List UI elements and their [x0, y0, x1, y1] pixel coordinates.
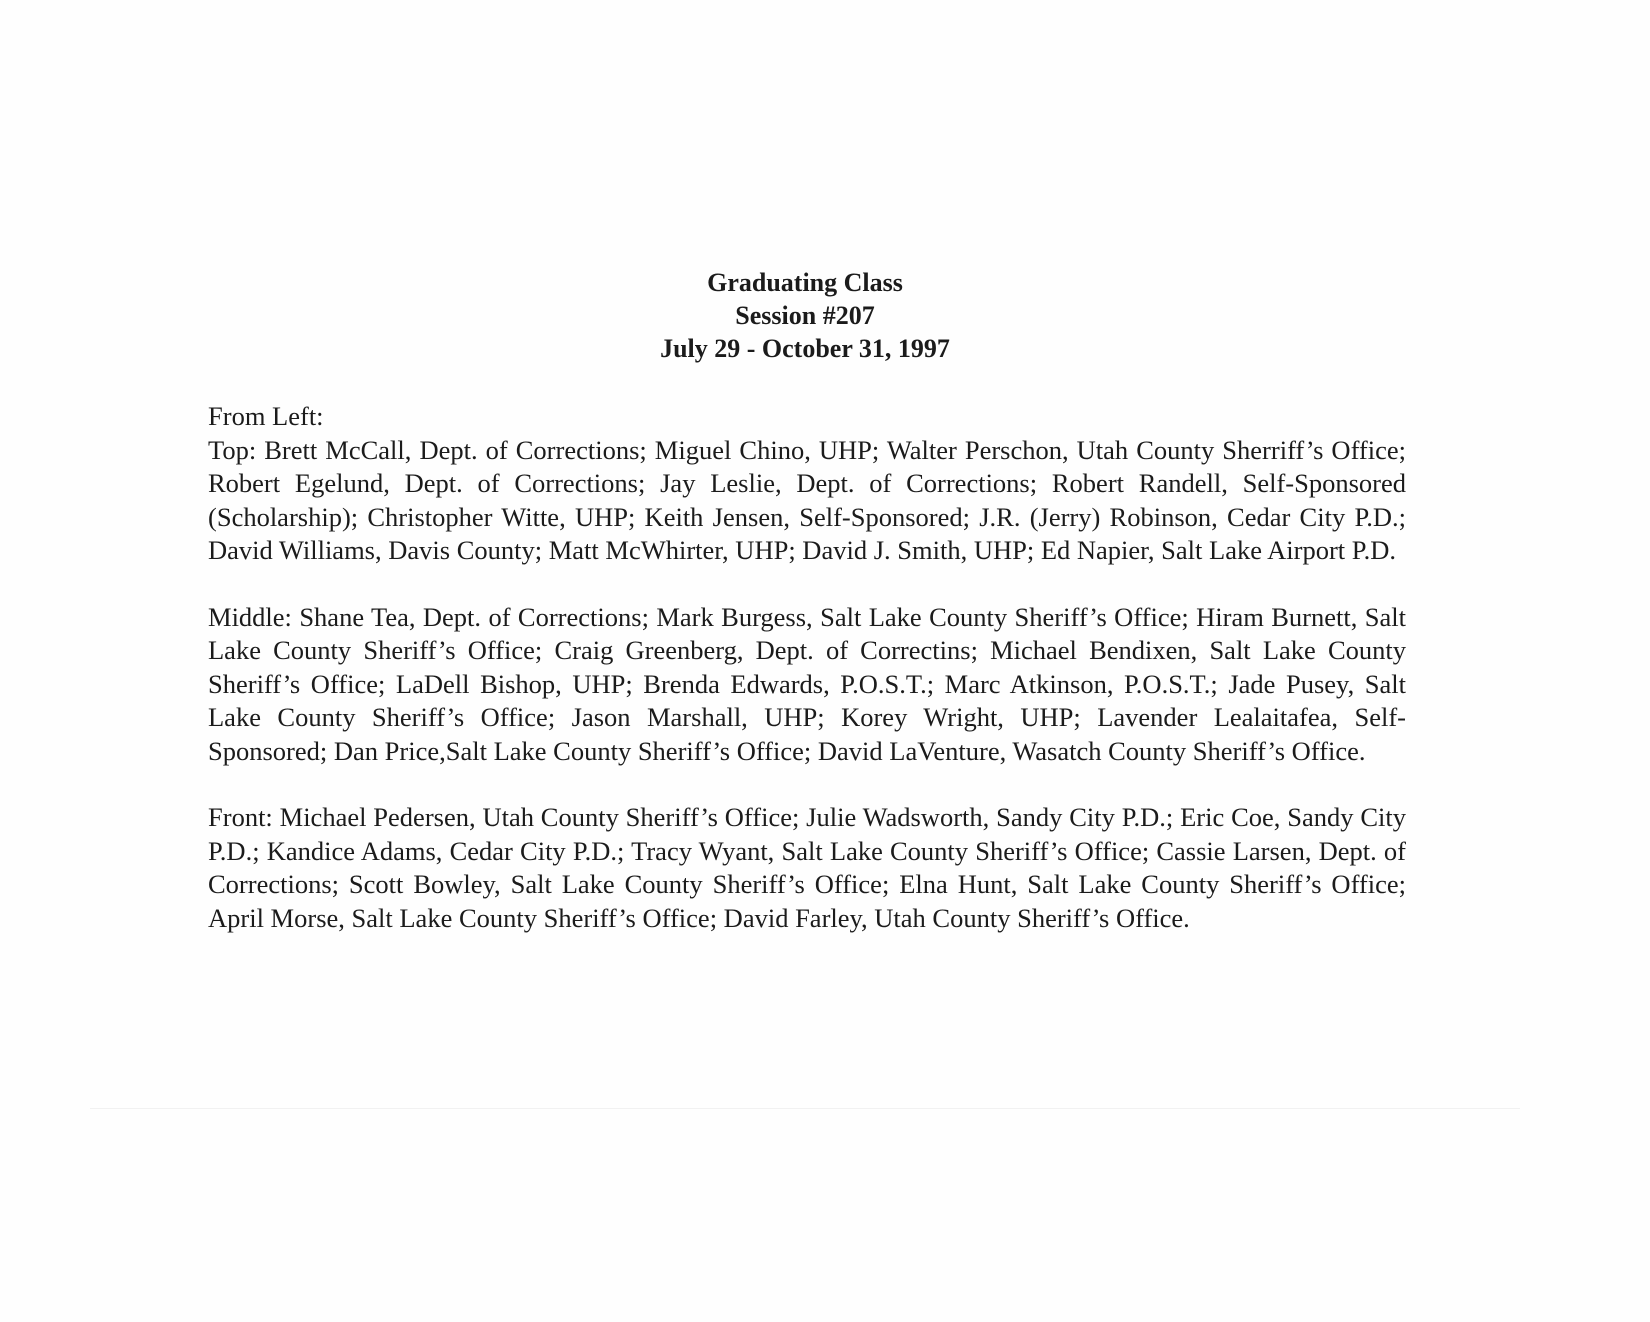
- middle-row-paragraph: Middle: Shane Tea, Dept. of Corrections; Mark Burgess, Salt Lake County Sheriff’s Office; Hiram Burnett, Salt Lake County Sheriff’s Office; Craig Greenberg, Dept. of Correctins; Michael Bendixen, Salt Lake County Sheriff’s Office; LaDell Bishop, UHP; Brenda Edwards, P.O.S.T.; Marc Atkinson, P.O.S.T.; Jade Pusey, Salt Lake County Sheriff’s Office; Jason Marshall, UHP; Korey Wright, UHP; Lavender Lealaitafea, Self-Sponsored; Dan Price,Salt Lake County Sheriff’s Office; David LaVenture, Wasatch County Sheriff’s Office.: [208, 601, 1406, 766]
- intro-line: From Left:: [208, 401, 324, 431]
- heading-title: Graduating Class: [707, 268, 903, 297]
- top-row-paragraph: Top: Brett McCall, Dept. of Corrections; Miguel Chino, UHP; Walter Perschon, Utah County Sherriff’s Office; Robert Egelund, Dept. of Corrections; Jay Leslie, Dept. of Corrections; Robert Randell, Self-Sponsored (Scholarship); Christopher Witte, UHP; Keith Jensen, Self-Sponsored; J.R. (Jerry) Robinson, Cedar City P.D.; David Williams, Davis County; Matt McWhirter, UHP; David J. Smith, UHP; Ed Napier, Salt Lake Airport P.D.: [208, 434, 1406, 565]
- document-heading: [0, 266, 1610, 365]
- heading-dates: July 29 - October 31, 1997: [660, 334, 950, 363]
- heading-session: Session #207: [735, 301, 875, 330]
- document-body: [208, 400, 1406, 935]
- front-row-paragraph: Front: Michael Pedersen, Utah County Sheriff’s Office; Julie Wadsworth, Sandy City P.D.; Eric Coe, Sandy City P.D.; Kandice Adams, Cedar City P.D.; Tracy Wyant, Salt Lake County Sheriff’s Office; Cassie Larsen, Dept. of Corrections; Scott Bowley, Salt Lake County Sheriff’s Office; Elna Hunt, Salt Lake County Sheriff’s Office; April Morse, Salt Lake County Sheriff’s Office; David Farley, Utah County Sheriff’s Office.: [208, 802, 1406, 933]
- scan-edge-line: [90, 1108, 1520, 1109]
